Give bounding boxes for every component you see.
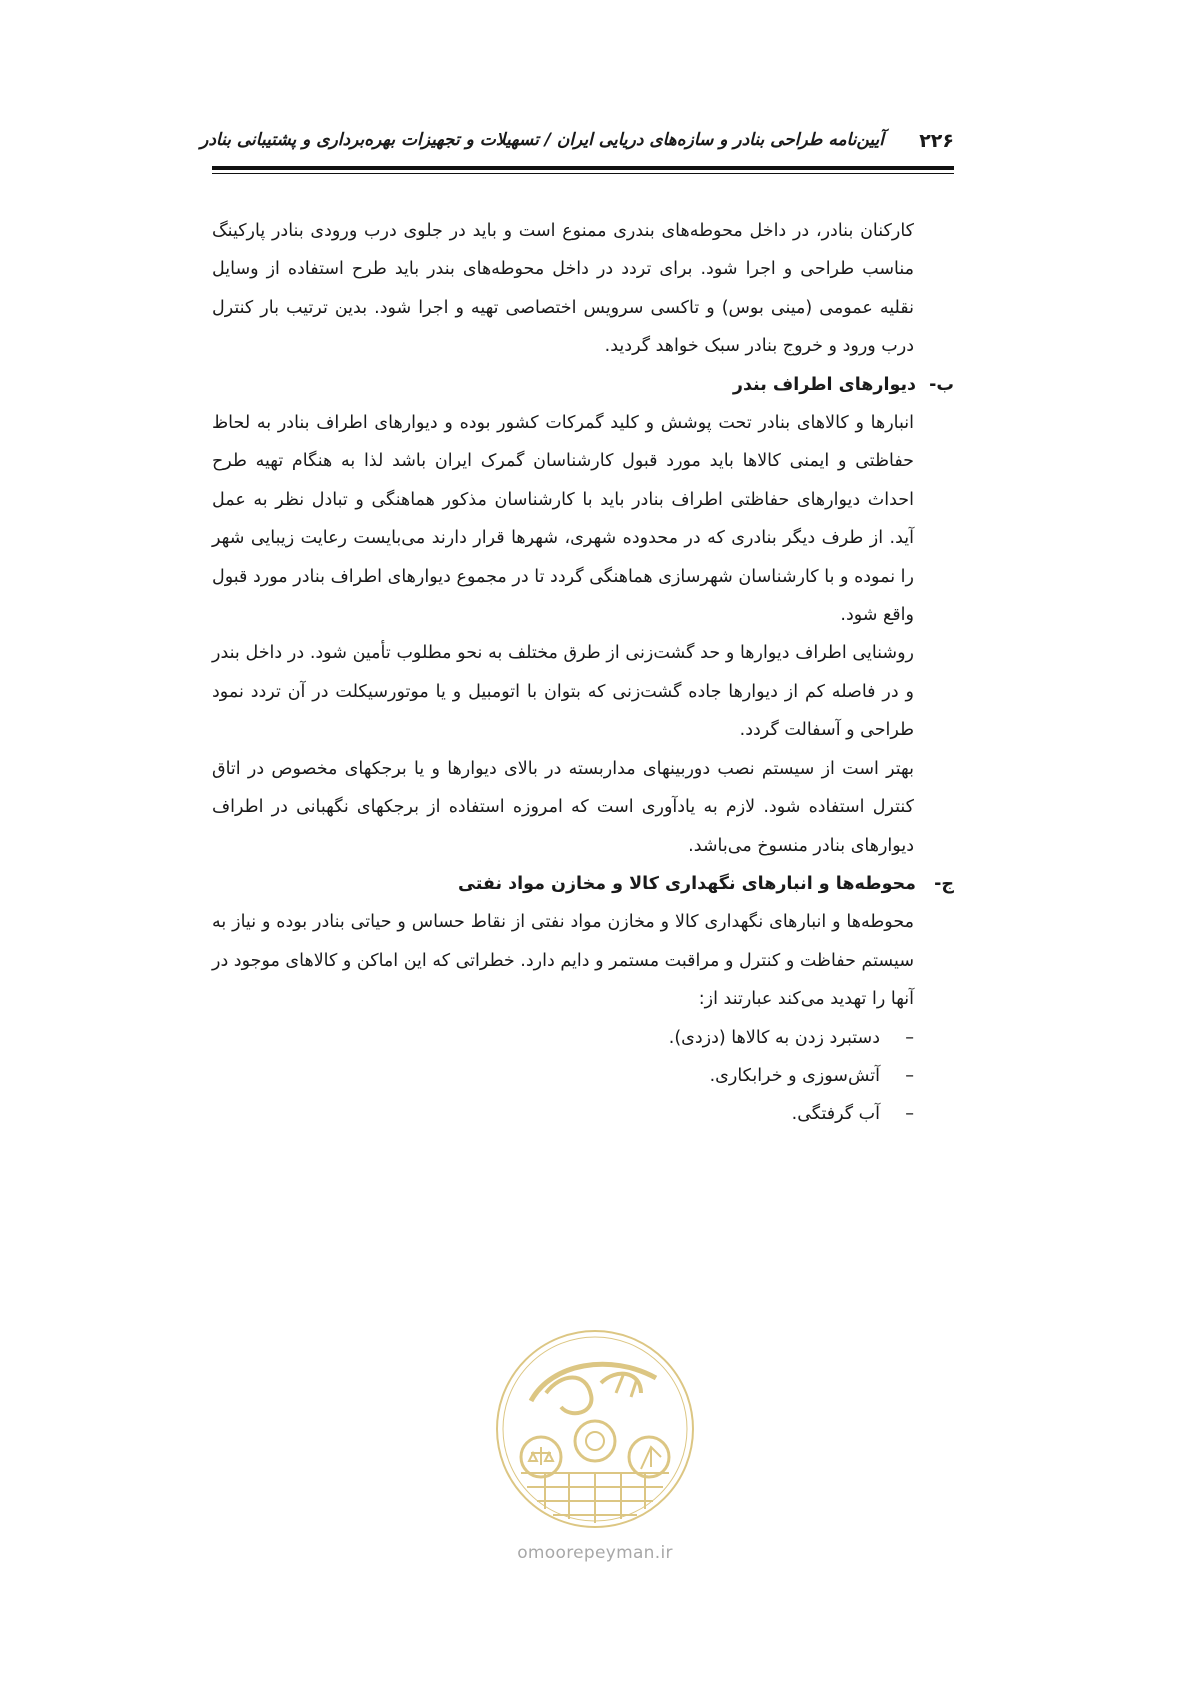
bullet-dash: – [905,1065,914,1086]
section-c-paragraph: محوطه‌ها و انبارهای نگهداری کالا و مخازن مواد نفتی از نقاط حساس و حیاتی بنادر بوده و نیاز به سیستم حفاظت و کنترل و مراقبت مستمر و دایم دارد. خطراتی که این اماکن و کالاهای موجود در آنها را تهدید می‌کند عبارتند از: [212,912,914,1010]
section-b-marker: ب- [929,374,954,395]
body-text [212,212,954,1134]
watermark-url: omoorepeyman.ir [517,1543,673,1563]
header-rule-thick [212,166,954,170]
list-item-text: آتش‌سوزی و خرابکاری. [709,1065,880,1086]
bullet-dash: – [905,1027,914,1048]
list-item [212,1095,914,1133]
list-item [212,1019,914,1057]
section-c-marker: ج- [934,873,954,894]
section-b-paragraph-2: روشنایی اطراف دیوارها و حد گشت‌زنی از طرق مختلف به نحو مطلوب تأمین شود. در داخل بندر و در فاصله کم از دیوارها جاده گشت‌زنی که بتوان با اتومبیل و یا موتورسیکلت در آن تردد نمود طراحی و آسفالت گردد. [212,643,914,741]
list-item [212,1057,914,1095]
section-b-paragraph-3: بهتر است از سیستم نصب دوربینهای مداربسته در بالای دیوارها و یا برجکهای مخصوص در اتاق کنترل استفاده شود. لازم به یادآوری است که امروزه استفاده از برجکهای نگهبانی در اطراف دیوارهای بنادر منسوخ می‌باشد. [212,758,914,856]
page-header [200,128,954,160]
list-item-text: آب گرفتگی. [791,1104,880,1125]
section-b-title: دیوارهای اطراف بندر [732,374,916,395]
intro-paragraph: کارکنان بنادر، در داخل محوطه‌های بندری ممنوع است و باید در جلوی درب ورودی بنادر پارکینگ مناسب طراحی و اجرا شود. برای تردد در داخل محوطه‌های بندر باید طرح استفاده از وسایل نقلیه عمومی (مینی بوس) و تاکسی سرویس اختصاصی تهیه و اجرا شود. بدین ترتیب بار کنترل درب ورود و خروج بنادر سبک خواهد گردید. [212,221,914,357]
threat-list [212,1019,914,1134]
list-item-text: دستبرد زدن به کالاها (دزدی). [668,1027,880,1048]
section-b-paragraph-1: انبارها و کالاهای بنادر تحت پوشش و کلید گمرکات کشور بوده و دیوارهای اطراف بنادر به لحاظ حفاظتی و ایمنی کالاها باید مورد قبول کارشناسان گمرک ایران باشد لذا به هنگام تهیه طرح احداث دیوارهای حفاظتی اطراف بنادر باید با کارشناسان مذکور هماهنگی و تبادل نظر به عمل آید. از طرف دیگر بنادری که در محدوده شهری، شهرها قرار دارند می‌بایست رعایت زیبایی شهر را نموده و با کارشناسان شهرسازی هماهنگی گردد تا در مجموع دیوارهای اطراف بنادر مورد قبول واقع شود. [212,413,914,626]
bullet-dash: – [905,1104,914,1125]
section-c-heading [252,865,954,903]
running-title: آیین‌نامه طراحی بنادر و سازه‌های دریایی ایران / تسهیلات و تجهیزات بهره‌برداری و پشتیبانی بنادر [200,130,884,150]
watermark-seal-icon [491,1323,699,1535]
page-number: ۲۲۶ [919,130,954,152]
section-b-heading [252,366,954,404]
header-rule-thin [212,173,954,174]
section-c-title: محوطه‌ها و انبارهای نگهداری کالا و مخازن مواد نفتی [458,873,916,894]
